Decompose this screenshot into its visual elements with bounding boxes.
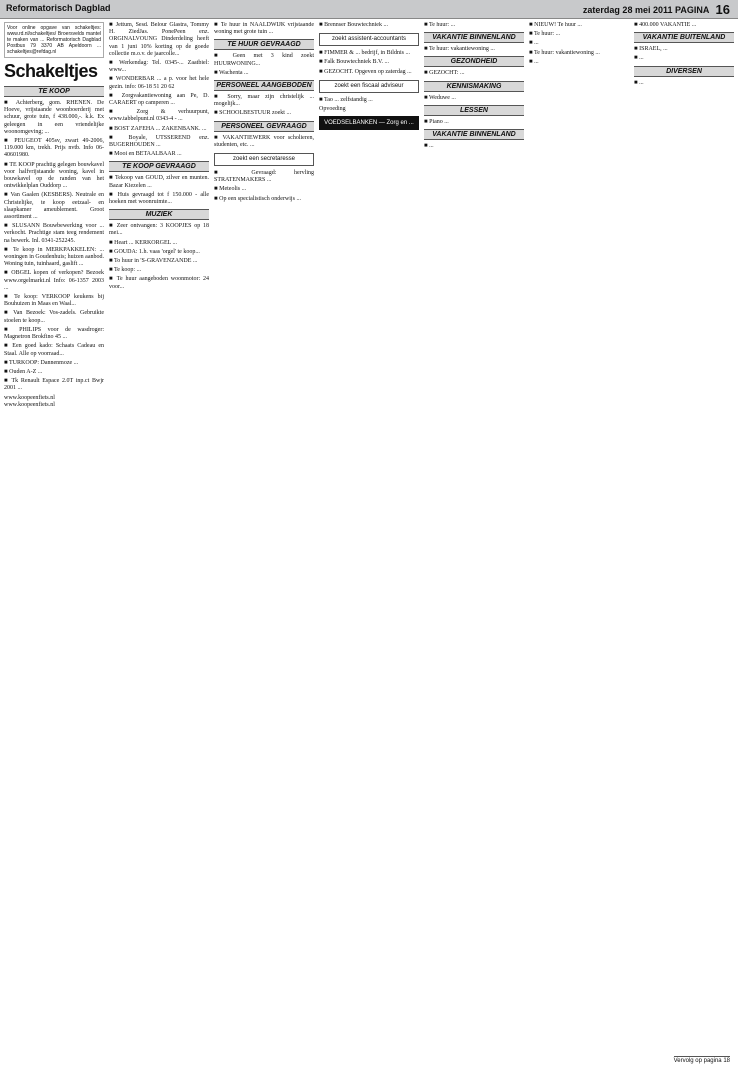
classified-ad: ■ Piano ...: [424, 118, 449, 125]
classified-ad: ■ Zorg & verhuurpunt, www.tabbelpunt.nl 0343-4 - ...: [109, 109, 209, 123]
classified-ad: ■ Tao ... zelfstandig ...: [319, 96, 373, 103]
section-header: VAKANTIE BUITENLAND: [634, 32, 734, 43]
classified-ad: ■ SCHOOLBESTUUR zoekt ...: [214, 110, 291, 117]
classified-ad: ■ Weduwe ...: [424, 94, 456, 101]
continued-note: Vervolg op pagina 18: [673, 1058, 730, 1064]
classified-ad: ■ WONDERBAR ... a p. voor het hele gezin. info: 06-18 51 20 62: [109, 76, 209, 90]
classified-ad: ■ Te huur in NAALDWIJK vrijstaande woning met grote tuin ...: [214, 22, 314, 36]
classified-ad: ■ Te koop: ...: [109, 267, 142, 274]
classified-ad: ■ GOUDA: 1.h. vaas 'orgel' te koop...: [109, 248, 200, 255]
display-ad: zoekt een secretaresse: [214, 153, 314, 166]
classified-ad: Opvoeding: [319, 106, 346, 113]
display-ad: zoekt assistent-accountants: [319, 33, 419, 46]
classified-ad: ■ Achterberg, gom. RHENEN. De Hoeve, vrijstaande woonboerderij met schuur, grote tuin, f 438.000,-. k.k. Ex geleegen in een vriendelijke woonomgeving; ...: [4, 100, 104, 135]
classified-ad: ■ Jettum, Sesd. Belour Glastra, Tommy H. ZiedJas. PonePeen enz. ORGINALVOUNG Dinderdeling heeft van 1 juni 10% korting op de goede collectie m.o.v. de jaarcolle...: [109, 22, 209, 57]
classified-ad: ■ Zorgvakantiewoning aan Pe, D. CARAERT op camperen ...: [109, 92, 209, 107]
classified-ad: ■ Mooi en BETAALBAAR ...: [109, 151, 182, 158]
classified-ad: ■ OBGEL kopen of verkopen? Bezoek www.orgelmarkt.nl Info: 06-1357 2003 ...: [4, 270, 104, 291]
classified-ad: ■ GEZOCHT: ...: [424, 70, 465, 77]
schakeltjes-info-box: Voor online opgave van schakeltjes: www.rd.nl/schakeltjes/ Broersvelds mantel te maken van ... Reformatorisch Dagblad Postbus 79 3370 AB Apeldoorn ... schakeltjes@refdag.nl: [4, 22, 104, 58]
classified-ad: ■ Brennser Bouwtechniek ...: [319, 22, 388, 28]
classified-ad: ■ Te huur: ...: [529, 31, 561, 38]
classified-ad: ■ Te huur aangeboden woonmotor: 24 voor...: [109, 276, 209, 290]
classified-ad: ■ Tekoop van GOUD, zilver en munten. Bazar Kiezelen ...: [109, 175, 209, 189]
section-header: TE KOOP GEVRAAGD: [109, 161, 209, 172]
classified-ad: ■ Een goed kado: Schaats Cadeau en Staal. Alle op voorraad...: [4, 343, 104, 357]
section-title-schakeltjes: Schakeltjes: [4, 61, 98, 81]
classified-ad: ■ Huis gevraagd tot f 150.000 - alle hoeken met woonruimte...: [109, 191, 209, 206]
section-header: VAKANTIE BINNENLAND: [424, 129, 524, 140]
section-header: TE KOOP: [4, 86, 104, 97]
section-header: PERSONEEL GEVRAAGD: [214, 121, 314, 132]
classified-ad: ■ BOST ZAFEHA ... ZAKENBANK. ...: [109, 125, 207, 132]
classified-ad: ■ VAKANTIEWERK voor scholieren, studenten, etc. ...: [214, 134, 314, 148]
classified-ad: ■ Van Gaalen (KESBERS). Neutrale en Christelijke, te koop eetzaal- en slaapkamer ameublement. Groot assortiment ...: [4, 192, 104, 221]
column-7: [634, 22, 734, 1048]
section-header: PERSONEEL AANGEBODEN: [214, 80, 314, 91]
display-ad: zoekt een fiscaal adviseur: [319, 80, 419, 93]
section-header: MUZIEK: [109, 209, 209, 220]
classified-ad: ■ Te huur: ...: [424, 22, 456, 28]
column-4: [319, 22, 419, 1048]
classified-ad: www.koopeenfiets.nl www.koopeenfiets.nl: [4, 394, 55, 408]
classified-ad: ■ ...: [634, 79, 644, 86]
classified-ad: ■ Meteolis ...: [214, 186, 247, 193]
classified-ad: ■ 400.000 VAKANTIE ...: [634, 22, 697, 28]
classified-ad: ■ FIMMER & ... bedrijf, in Bildnis ...: [319, 50, 410, 57]
classified-ad: ■ Sorry, maar zijn christelijk ... mogelijk...: [214, 94, 314, 108]
column-5: [424, 22, 524, 1048]
section-header: VAKANTIE BINNENLAND: [424, 32, 524, 43]
page-number: 16: [715, 2, 730, 17]
section-header: TE HUUR GEVRAAGD: [214, 39, 314, 50]
classified-ad: ■ PEUGEOT 405sv, zwart 49-2006, 119.000 km, trekh. Prijs nvtb. Info 06-40601980.: [4, 138, 104, 159]
classifieds: [4, 22, 734, 1048]
page-date: zaterdag 28 mei 2011: [582, 5, 673, 15]
classified-ad: ■ Zeer ontvangen: 3 KOOPJES op 18 mei...: [109, 223, 209, 237]
classified-ad: ■ Te koop in MERKPAKKELEN: ... woningen in Goudenhuis; huizen aanbod. Woning tuin, tuinhaard, gaslift ...: [4, 246, 104, 268]
classified-ad: ■ ...: [529, 58, 539, 65]
classified-ad: ■ ...: [529, 40, 539, 47]
classified-ad: ■ Op een specialistisch onderwijs ...: [214, 195, 301, 202]
classified-ad: ■ Falk Bouwtechniek B.V. ...: [319, 59, 390, 66]
section-header: LESSEN: [424, 105, 524, 116]
classified-ad: ■ ISRAEL, ...: [634, 46, 668, 53]
classified-ad: ■ ...: [634, 55, 644, 62]
classified-ad: ■ SLUSANN Bouwbewerking voor ... verkocht. Prachtige stam teeg rendement na bewerk. Inl. 0341-252245.: [4, 223, 104, 244]
classified-ad: ■ ...: [424, 143, 434, 150]
classified-ad: ■ NIEUW! Te huur ...: [529, 22, 582, 28]
classified-ad: ■ Heart ... KERKORGEL ...: [109, 239, 178, 246]
display-ad: VOEDSELBANKEN — Zorg en ...: [319, 116, 419, 130]
column-6: [529, 22, 629, 1048]
classified-ad: ■ Wachenta ...: [214, 69, 249, 76]
classified-ad: ■ Tk Renault Espace 2.0T inp.ct Bwjr 2001 ...: [4, 378, 104, 392]
classified-ad: ■ To huur in 'S-GRAVENZANDE ...: [109, 258, 198, 265]
page-header: [0, 0, 738, 19]
column-1: [4, 22, 104, 1048]
classified-ad: ■ Geen met 3 kind zoekt HUURWONING...: [214, 53, 314, 67]
classified-ad: ■ TURKOOP: Dannenmoze ...: [4, 359, 79, 366]
section-header: KENNISMAKING: [424, 81, 524, 92]
header-right: [583, 2, 730, 17]
classified-ad: ■ Werkendag: Tel. 0345-... Zaatbiel: www...: [109, 60, 209, 74]
column-3: [214, 22, 314, 1048]
classified-ad: ■ Te huur: vakantiewoning ...: [424, 46, 495, 53]
classified-ad: ■ Gevraagd: hervling STRATENMAKERS ...: [214, 170, 314, 184]
section-header: GEZONDHEID: [424, 56, 524, 67]
classified-ad: ■ Te koop: VERKOOP keukens bij Bouhuizen in Maas en Waal...: [4, 294, 104, 308]
page-label: PAGINA: [675, 5, 710, 15]
classified-ad: ■ Boyale, UTSSEREND enz. BUGERHOUDEN ...: [109, 134, 209, 149]
section-header: DIVERSEN: [634, 66, 734, 77]
classified-ad: ■ Van Bezoek: Vos-zadels. Gebruikte stoelen te koop...: [4, 310, 104, 324]
column-2: [109, 22, 209, 1048]
paper-title: Reformatorisch Dagblad: [6, 3, 111, 13]
classified-ad: ■ PHILIPS voor de wasdroger: Magnetron Brokfino 45 ...: [4, 326, 104, 341]
classified-ad: ■ GEZOCHT. Opgeven op zaterdag ...: [319, 68, 412, 75]
classified-ad: ■ Te huur: vakantiewoning ...: [529, 49, 600, 56]
classified-ad: ■ Ouden A-Z ...: [4, 368, 43, 375]
classified-ad: ■ TE KOOP prachtig gelegen bouwkavel voor halfvrijstaande woning, kavel in bouwkavel op de randen van het ontwikkelplan Ouddorp ...: [4, 161, 104, 190]
